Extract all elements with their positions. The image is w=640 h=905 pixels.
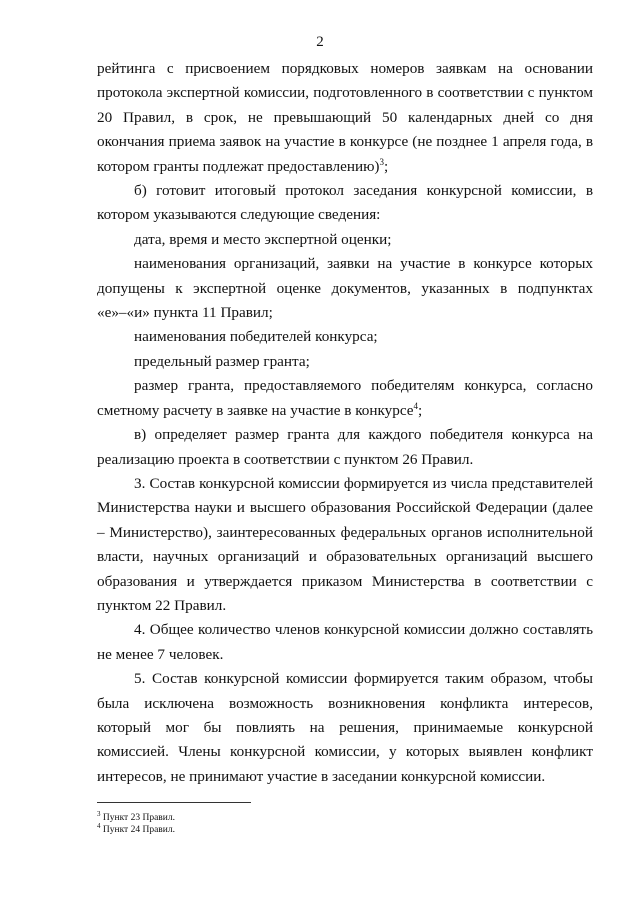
footnote: $^3$ Пункт 23 Правил. [97, 809, 175, 823]
footnote-ref: 4 [413, 400, 419, 411]
paragraph: б) готовит итоговый протокол заседания конкурсной комиссии, в котором указываются следующие сведения: [97, 182, 593, 224]
paragraph: предельный размер гранта; [134, 352, 310, 370]
paragraph: рейтинга с присвоением порядковых номеров заявкам на основании протокола экспертной комиссии, подготовленного в соответствии с пунктом 20 Правил, в срок, не превышающий 50 календарных дней со дня окончания приема заявок на участие в конкурсе (не позднее 1 апреля года, в котором гранты подлежат предоставлению)$^3$; [97, 60, 593, 175]
paragraph: наименования победителей конкурса; [134, 328, 378, 346]
body-text [97, 57, 593, 789]
page-number: 2 [316, 34, 324, 50]
footnote-separator [97, 802, 251, 803]
paragraph: дата, время и место экспертной оценки; [134, 230, 392, 248]
paragraph: 5. Состав конкурсной комиссии формируется таким образом, чтобы была исключена возможность возникновения конфликта интересов, который мог бы повлиять на решения, принимаемые конкурсной комиссией. Члены конкурсной комиссии, у которых выявлен конфликт интересов, не принимают участие в заседании конкурсной комиссии. [97, 670, 593, 785]
paragraph: размер гранта, предоставляемого победителям конкурса, согласно сметному расчету в заявке на участие в конкурсе$^4$; [97, 377, 593, 419]
footnote-ref: 3 [379, 156, 384, 167]
paragraph: 3. Состав конкурсной комиссии формируется из числа представителей Министерства науки и высшего образования Российской Федерации (далее – Министерство), заинтересованных федеральных органов исполнительной власти, научных организаций и образовательных организаций высшего образования и утверждается приказом Министерства в соответствии с пунктом 22 Правил. [97, 474, 593, 614]
footnotes [97, 809, 397, 836]
footnote: $^4$ Пункт 24 Правил. [97, 821, 175, 835]
paragraph: в) определяет размер гранта для каждого победителя конкурса на реализацию проекта в соответствии с пунктом 26 Правил. [97, 426, 593, 468]
paragraph: наименования организаций, заявки на участие в конкурсе которых допущены к экспертной оценке документов, указанных в подпунктах «е»–«и» пункта 11 Правил; [97, 255, 593, 322]
paragraph: 4. Общее количество членов конкурсной комиссии должно составлять не менее 7 человек. [97, 621, 593, 663]
